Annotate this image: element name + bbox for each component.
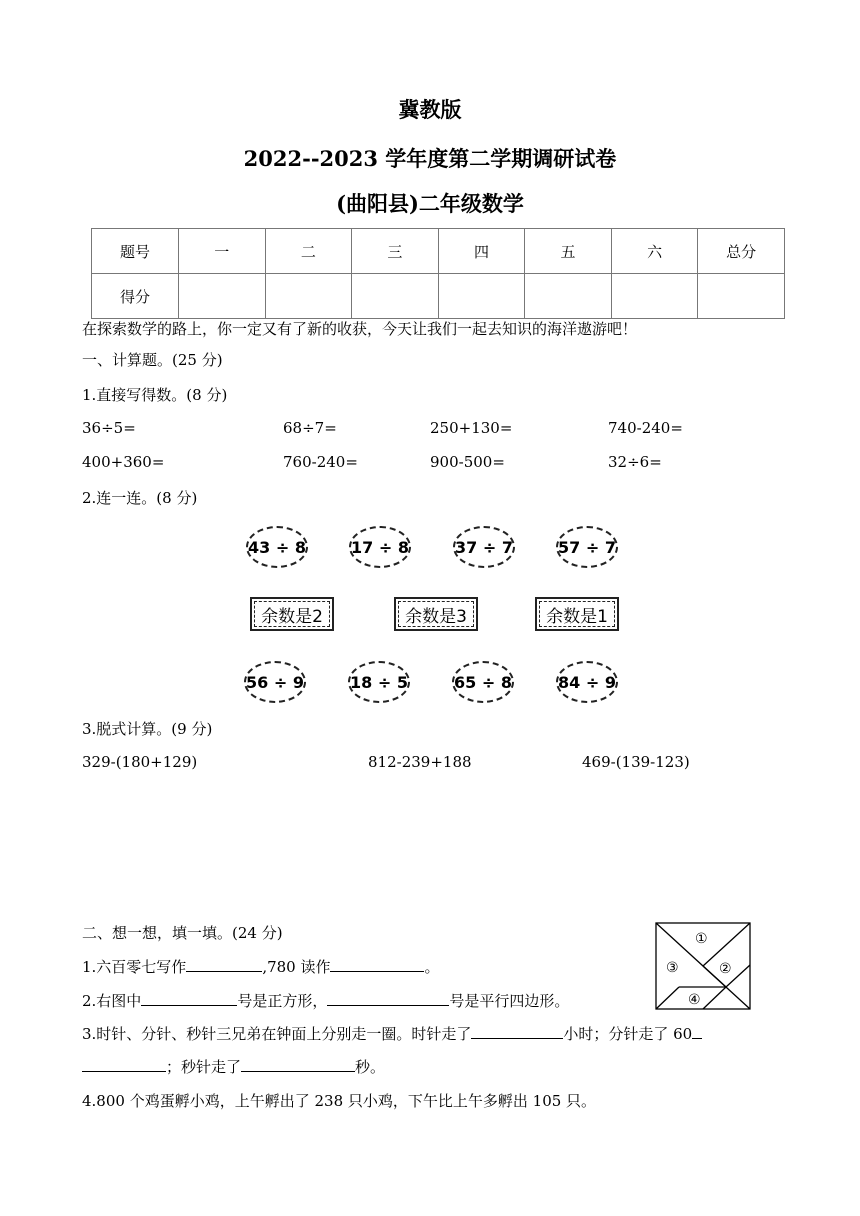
score-input-cell[interactable] bbox=[265, 274, 352, 319]
score-cell: 六 bbox=[611, 229, 698, 274]
q-text: 小时；分针走了 60 bbox=[563, 1025, 693, 1043]
calc-item: 760-240= bbox=[283, 453, 358, 471]
exam-publisher-title: 冀教版 bbox=[398, 97, 462, 122]
score-cell: 总分 bbox=[698, 229, 785, 274]
match-top-oval[interactable]: 57 ÷ 7 bbox=[556, 526, 618, 568]
score-row-label: 得分 bbox=[92, 274, 179, 319]
score-cell: 题号 bbox=[92, 229, 179, 274]
q-text: ,780 读作 bbox=[262, 958, 331, 976]
score-input-cell[interactable] bbox=[438, 274, 525, 319]
q1-heading: 1.直接写得数。(8 分) bbox=[82, 386, 228, 404]
score-table-header-row bbox=[92, 229, 785, 274]
geometry-figure bbox=[652, 920, 756, 1014]
q-text: 1.六百零七写作 bbox=[82, 958, 187, 976]
stepwise-item: 469-(139-123) bbox=[582, 753, 690, 771]
figure-line bbox=[656, 987, 679, 1009]
remainder-box[interactable]: 余数是2 bbox=[250, 597, 334, 631]
q-text: 秒。 bbox=[355, 1058, 386, 1076]
match-top-oval[interactable]: 17 ÷ 8 bbox=[349, 526, 411, 568]
remainder-box[interactable]: 余数是3 bbox=[394, 597, 478, 631]
calc-item: 68÷7= bbox=[283, 419, 337, 437]
score-cell: 三 bbox=[352, 229, 439, 274]
match-top-oval[interactable]: 37 ÷ 7 bbox=[453, 526, 515, 568]
intro-text: 在探索数学的路上，你一定又有了新的收获，今天让我们一起去知识的海洋遨游吧！ bbox=[82, 320, 638, 338]
figure-line bbox=[703, 923, 750, 966]
section1-heading: 一、计算题。(25 分) bbox=[82, 351, 223, 369]
calc-item: 740-240= bbox=[608, 419, 683, 437]
answer-blank[interactable] bbox=[471, 1024, 563, 1039]
fill-question-2 bbox=[82, 990, 569, 1011]
calc-item: 36÷5= bbox=[82, 419, 136, 437]
score-input-cell[interactable] bbox=[352, 274, 439, 319]
figure-label: ② bbox=[719, 961, 732, 977]
figure-line bbox=[703, 987, 726, 1009]
q-text: ；秒针走了 bbox=[166, 1058, 242, 1076]
q-text: 3.时针、分针、秒针三兄弟在钟面上分别走一圈。时针走了 bbox=[82, 1025, 472, 1043]
q-text: 号是平行四边形。 bbox=[449, 992, 570, 1010]
score-input-cell[interactable] bbox=[698, 274, 785, 319]
match-bottom-oval[interactable]: 18 ÷ 5 bbox=[348, 661, 410, 703]
score-table bbox=[91, 228, 785, 319]
figure-label: ① bbox=[695, 931, 708, 947]
section2-heading: 二、想一想，填一填。(24 分) bbox=[82, 924, 283, 942]
match-bottom-oval[interactable]: 65 ÷ 8 bbox=[452, 661, 514, 703]
answer-blank[interactable] bbox=[82, 1057, 166, 1072]
stepwise-item: 812-239+188 bbox=[368, 753, 472, 771]
fill-question-3-line2 bbox=[82, 1056, 385, 1077]
answer-blank[interactable] bbox=[330, 957, 424, 972]
exam-subject-title: (曲阳县)二年级数学 bbox=[336, 191, 524, 216]
answer-blank[interactable] bbox=[327, 991, 449, 1006]
calc-item: 32÷6= bbox=[608, 453, 662, 471]
calc-item: 400+360= bbox=[82, 453, 165, 471]
score-input-cell[interactable] bbox=[179, 274, 266, 319]
q3-heading: 3.脱式计算。(9 分) bbox=[82, 720, 213, 738]
fill-question-1 bbox=[82, 956, 440, 977]
calc-item: 250+130= bbox=[430, 419, 513, 437]
score-cell: 二 bbox=[265, 229, 352, 274]
fill-question-3-line1 bbox=[82, 1023, 702, 1044]
fill-question-4: 4.800 个鸡蛋孵小鸡，上午孵出了 238 只小鸡，下午比上午多孵出 105 只。 bbox=[82, 1092, 597, 1110]
score-input-cell[interactable] bbox=[525, 274, 612, 319]
q-text: 号是正方形， bbox=[237, 992, 328, 1010]
answer-blank[interactable] bbox=[186, 957, 262, 972]
score-cell: 一 bbox=[179, 229, 266, 274]
score-cell: 五 bbox=[525, 229, 612, 274]
answer-blank[interactable] bbox=[692, 1024, 702, 1039]
match-bottom-oval[interactable]: 84 ÷ 9 bbox=[556, 661, 618, 703]
figure-label: ④ bbox=[688, 992, 701, 1008]
stepwise-item: 329-(180+129) bbox=[82, 753, 198, 771]
answer-blank[interactable] bbox=[141, 991, 237, 1006]
q-text: 。 bbox=[424, 958, 440, 976]
figure-label: ③ bbox=[666, 960, 679, 976]
q2-heading: 2.连一连。(8 分) bbox=[82, 489, 198, 507]
remainder-box[interactable]: 余数是1 bbox=[535, 597, 619, 631]
calc-item: 900-500= bbox=[430, 453, 505, 471]
exam-term-title: 2022--2023 学年度第二学期调研试卷 bbox=[243, 146, 617, 171]
score-input-cell[interactable] bbox=[611, 274, 698, 319]
match-top-oval[interactable]: 43 ÷ 8 bbox=[246, 526, 308, 568]
score-table-score-row bbox=[92, 274, 785, 319]
score-cell: 四 bbox=[438, 229, 525, 274]
answer-blank[interactable] bbox=[241, 1057, 355, 1072]
match-bottom-oval[interactable]: 56 ÷ 9 bbox=[244, 661, 306, 703]
q-text: 2.右图中 bbox=[82, 992, 142, 1010]
